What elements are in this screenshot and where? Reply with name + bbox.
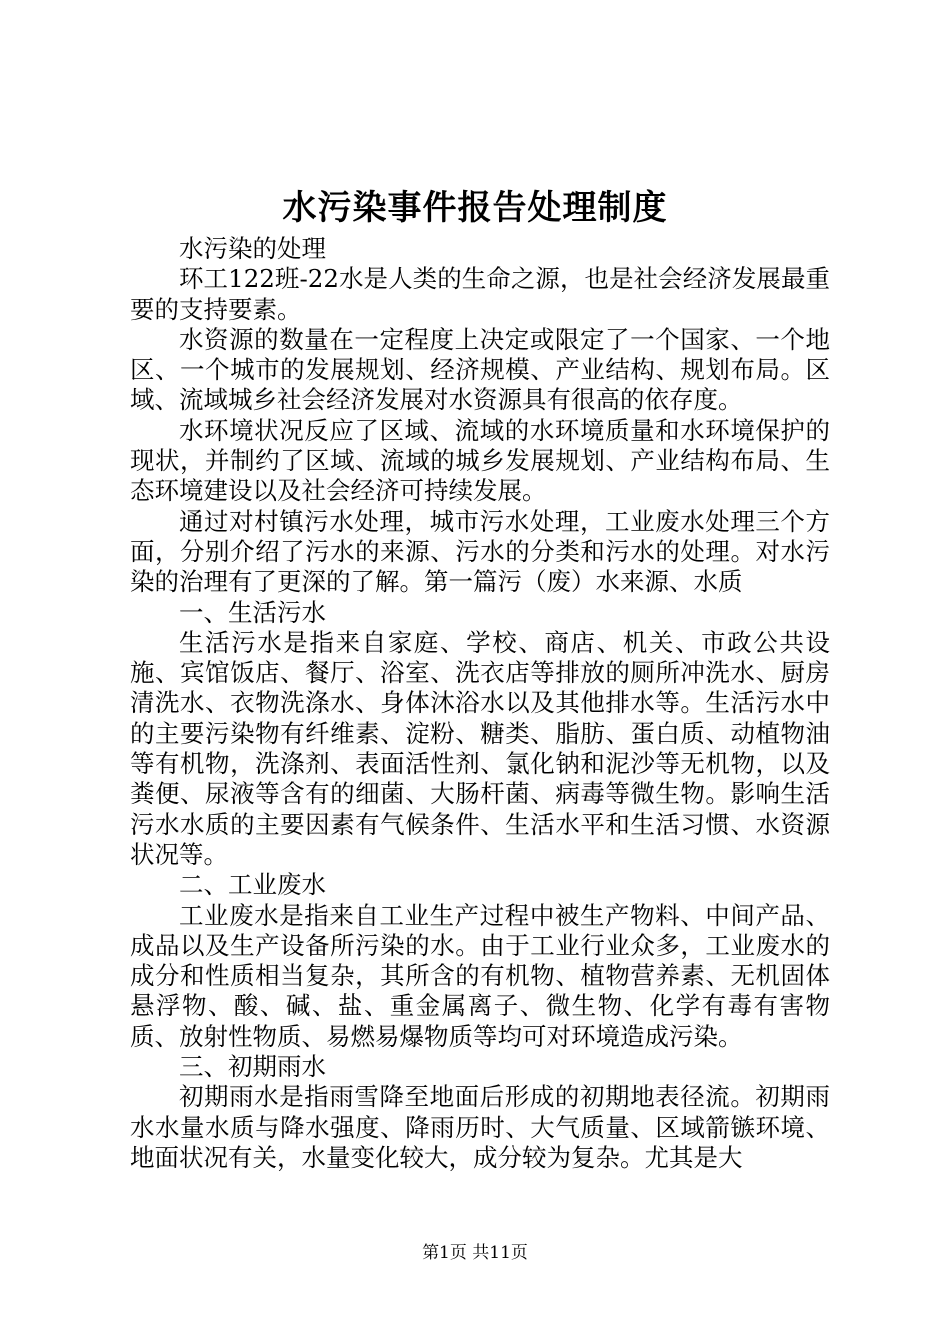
section-heading-industrial-wastewater: 二、工业废水 [179, 870, 326, 900]
section-heading-initial-rainwater: 三、初期雨水 [179, 1052, 326, 1082]
document-body [130, 234, 830, 1173]
paragraph-initial-rainwater: 初期雨水是指雨雪降至地面后形成的初期地表径流。初期雨水水量水质与降水强度、降雨历时、大气质量、区域箭镞环境、地面状况有关，水量变化较大，成分较为复杂。尤其是大 [130, 1082, 830, 1172]
paragraph-intro: 环工122班-22水是人类的生命之源，也是社会经济发展最重要的支持要素。 [130, 264, 830, 324]
document-title: 水污染事件报告处理制度 [282, 188, 668, 228]
page-number-footer: 第1页 共11页 [422, 1243, 528, 1263]
paragraph-overview: 通过对村镇污水处理，城市污水处理，工业废水处理三个方面，分别介绍了污水的来源、污水的分类和污水的处理。对水污染的治理有了更深的了解。第一篇污（废）水来源、水质 [130, 506, 830, 597]
paragraph-water-environment: 水环境状况反应了区域、流域的水环境质量和水环境保护的现状，并制约了区域、流域的城乡发展规划、产业结构布局、生态环境建设以及社会经济可持续发展。 [130, 415, 830, 506]
paragraph-water-resources: 水资源的数量在一定程度上决定或限定了一个国家、一个地区、一个城市的发展规划、经济规模、产业结构、规划布局。区域、流域城乡社会经济发展对水资源具有很高的依存度。 [130, 324, 830, 415]
paragraph-domestic-sewage: 生活污水是指来自家庭、学校、商店、机关、市政公共设施、宾馆饭店、餐厅、浴室、洗衣店等排放的厕所冲洗水、厨房清洗水、衣物洗涤水、身体沐浴水以及其他排水等。生活污水中的主要污染物有纤维素、淀粉、糖类、脂肪、蛋白质、动植物油等有机物，洗涤剂、表面活性剂、氯化钠和泥沙等无机物，以及粪便、尿液等含有的细菌、大肠杆菌、病毒等微生物。影响生活污水水质的主要因素有气候条件、生活水平和生活习惯、水资源状况等。 [130, 627, 830, 869]
paragraph-industrial-wastewater: 工业废水是指来自工业生产过程中被生产物料、中间产品、成品以及生产设备所污染的水。由于工业行业众多，工业废水的成分和性质相当复杂，其所含的有机物、植物营养素、无机固体悬浮物、酸、碱、盐、重金属离子、微生物、化学有毒有害物质、放射性物质、易燃易爆物质等均可对环境造成污染。 [130, 900, 830, 1051]
paragraph-subtitle: 水污染的处理 [179, 234, 326, 263]
section-heading-domestic-sewage: 一、生活污水 [179, 597, 326, 627]
